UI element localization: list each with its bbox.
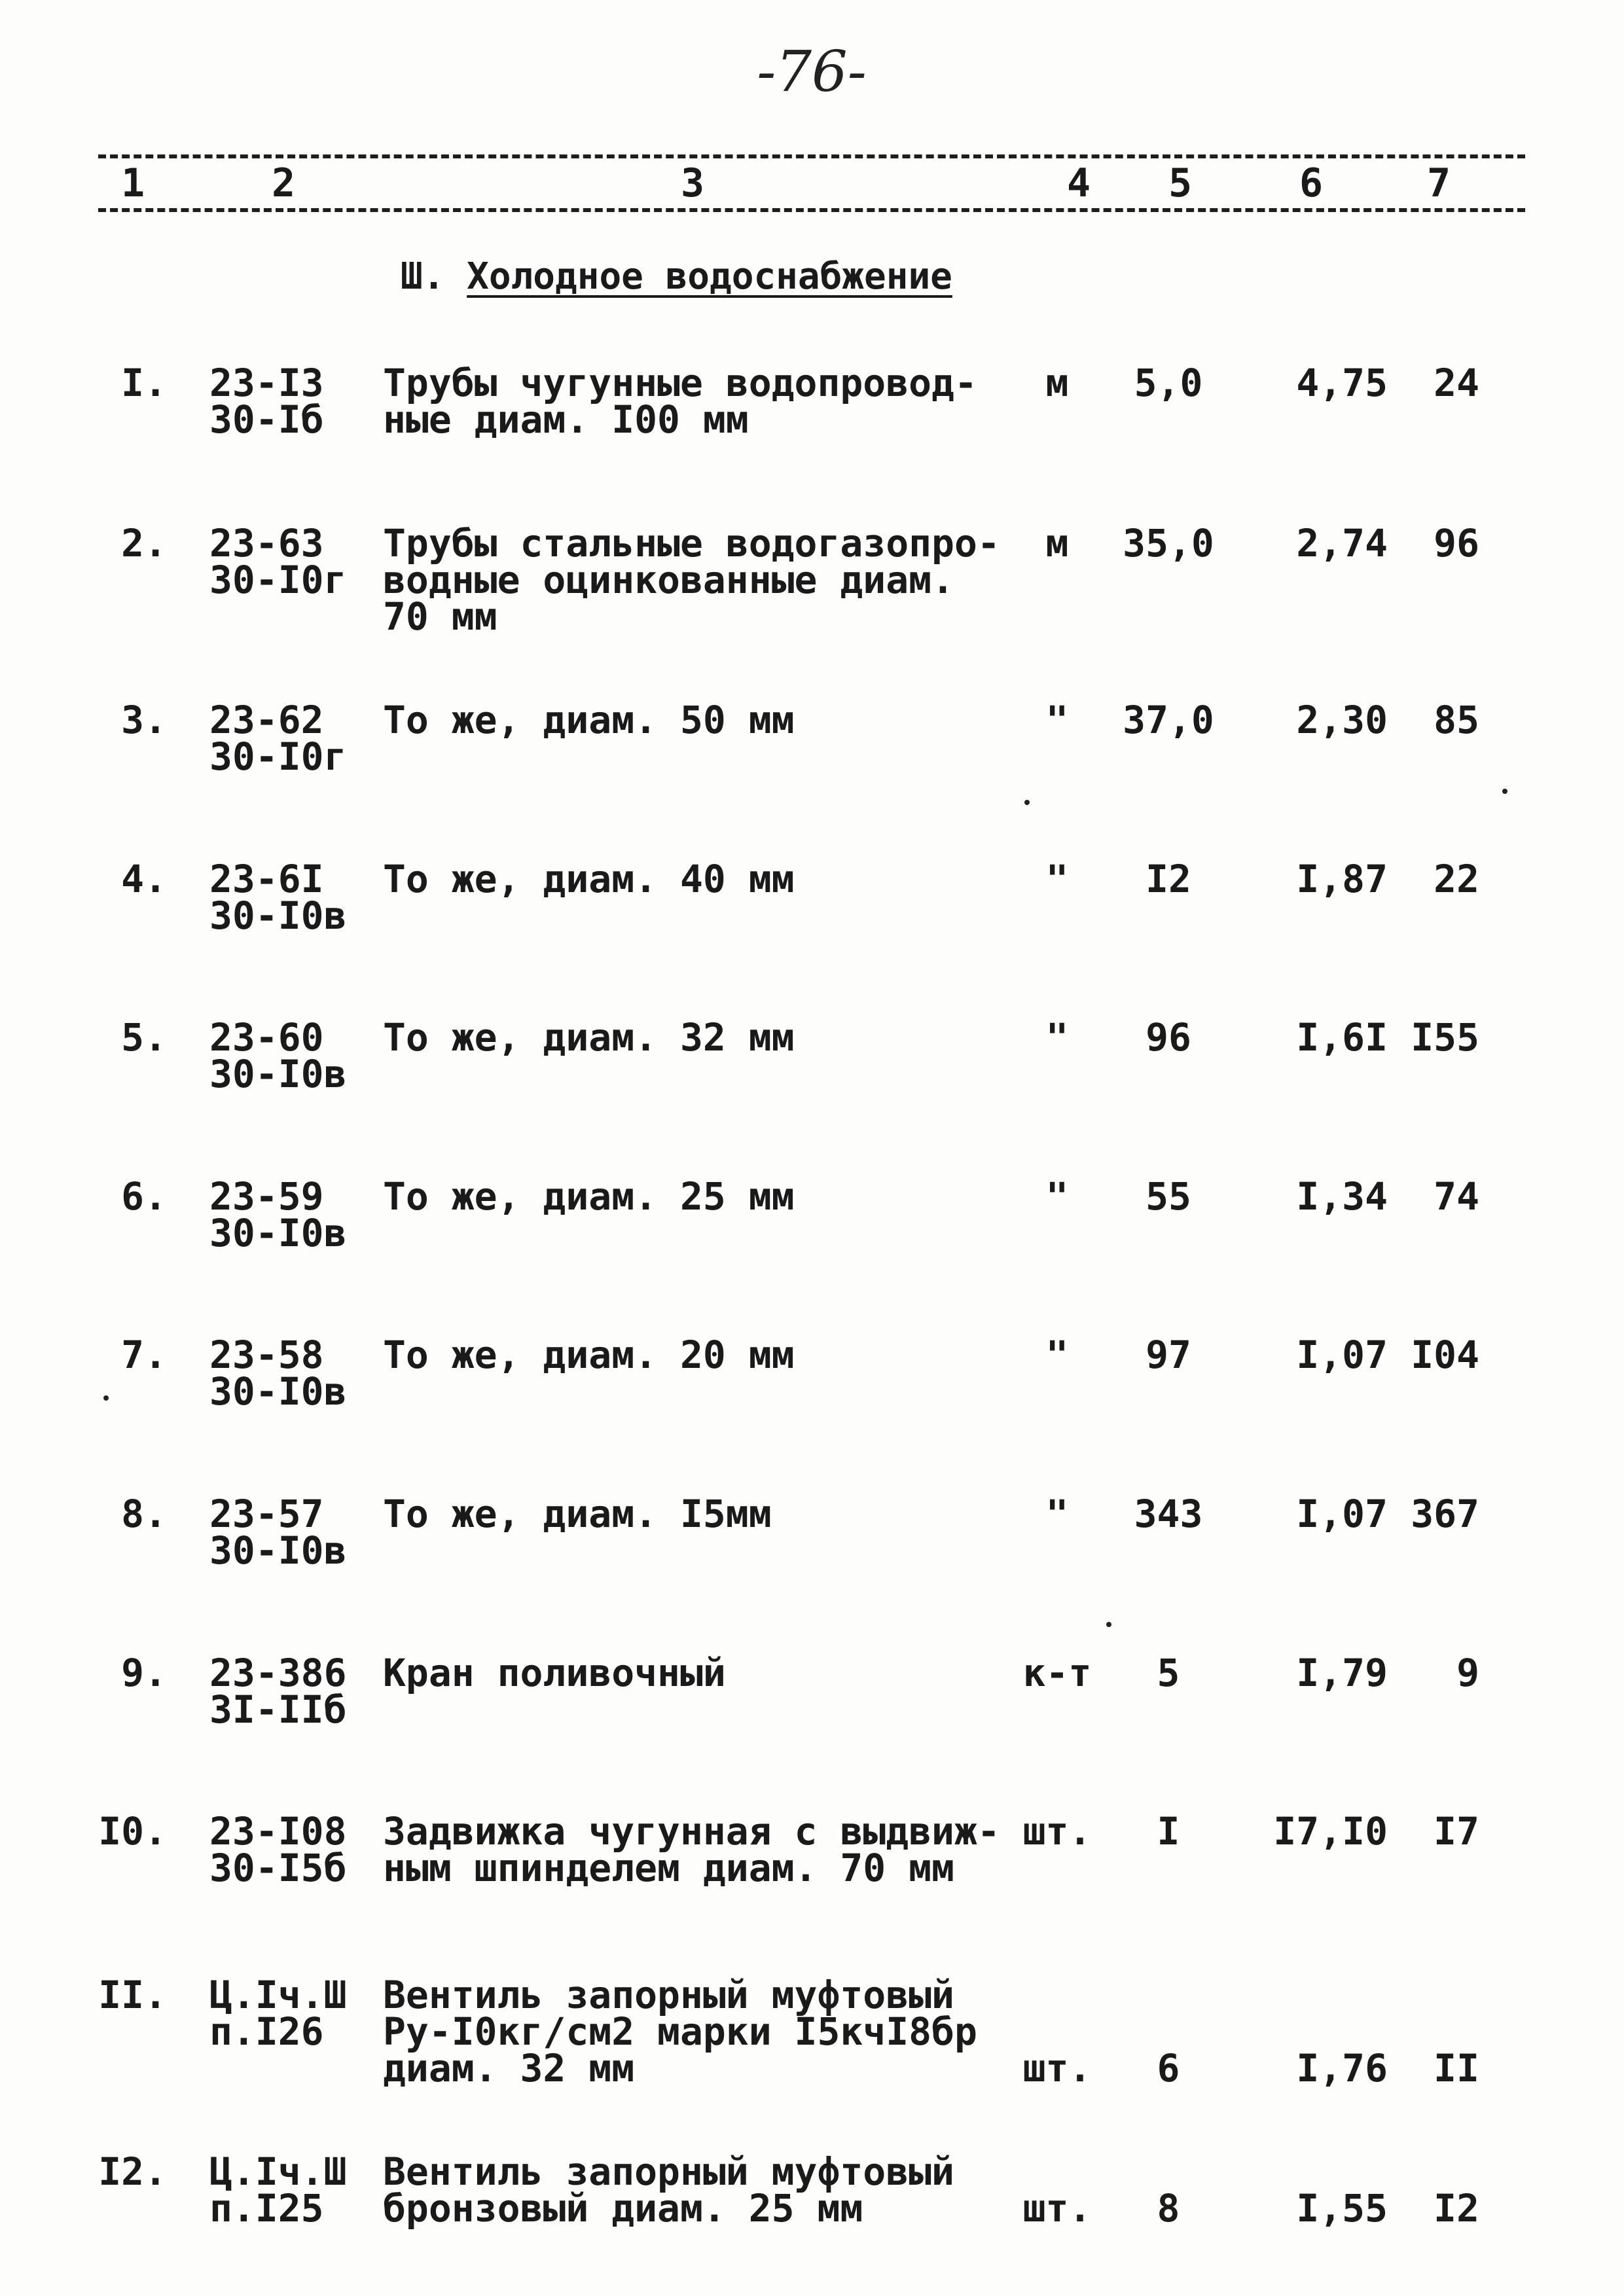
item-description: [383, 361, 977, 442]
section-number: Ш.: [401, 255, 445, 298]
rate-code-line: 23-57: [209, 1492, 324, 1536]
rate-code-line: 30-I0г: [209, 734, 347, 779]
rate-code: [209, 1174, 347, 1255]
description-line: Ру-I0кг/см2 марки I5кчI8бр: [383, 2009, 977, 2054]
unit-of-measure: ": [1045, 1492, 1069, 1536]
description-line: То же, диам. 50 мм: [383, 698, 795, 742]
unit-of-measure: шт.: [1022, 2046, 1092, 2090]
header-rule-bottom: [98, 208, 1525, 212]
unit-of-measure: м: [1045, 521, 1069, 565]
total-cost: 96: [1434, 521, 1479, 565]
unit-price: I,55: [1296, 2186, 1388, 2231]
row-number: 2.: [121, 521, 167, 565]
quantity: 5,0: [1134, 361, 1203, 405]
rate-code-line: 23-386: [209, 1651, 347, 1695]
item-description: [383, 1651, 726, 1695]
rate-code-line: 23-6I: [209, 857, 324, 901]
column-header-3: 3: [681, 160, 705, 206]
unit-price: I,07: [1296, 1333, 1388, 1377]
total-cost: 367: [1411, 1492, 1479, 1536]
total-cost: I55: [1411, 1015, 1479, 1060]
item-description: [383, 1333, 795, 1377]
row-number: I2.: [98, 2149, 167, 2194]
item-description: [383, 1809, 1000, 1890]
rate-code-line: Ц.Iч.Ш: [209, 1973, 347, 2017]
description-line: водные оцинкованные диам.: [383, 558, 954, 602]
unit-of-measure: шт.: [1022, 1809, 1092, 1854]
item-description: [383, 2149, 954, 2231]
column-header-2: 2: [272, 160, 296, 206]
rate-code-line: п.I26: [209, 2009, 324, 2054]
quantity: 96: [1146, 1015, 1191, 1060]
rate-code: [209, 361, 324, 442]
row-number: 5.: [121, 1015, 167, 1060]
rate-code-line: 30-Iб: [209, 397, 324, 442]
description-line: Вентиль запорный муфтовый: [383, 1973, 954, 2017]
description-line: 70 мм: [383, 594, 497, 639]
unit-of-measure: ": [1045, 857, 1069, 901]
column-header-1: 1: [121, 160, 145, 206]
unit-price: I,76: [1296, 2046, 1388, 2090]
rate-code-line: 30-I0в: [209, 1052, 347, 1096]
item-description: [383, 698, 795, 742]
section-title: [401, 255, 952, 298]
column-header-5: 5: [1168, 160, 1193, 206]
rate-code: [209, 521, 347, 602]
row-number: 8.: [121, 1492, 167, 1536]
total-cost: 9: [1456, 1651, 1479, 1695]
description-line: бронзовый диам. 25 мм: [383, 2186, 863, 2231]
rate-code-line: Ц.Iч.Ш: [209, 2149, 347, 2194]
rate-code-line: 23-62: [209, 698, 324, 742]
scan-speck: [103, 1395, 109, 1401]
description-line: То же, диам. 20 мм: [383, 1333, 795, 1377]
description-line: ные диам. I00 мм: [383, 397, 749, 442]
rate-code-line: 30-I5б: [209, 1846, 347, 1890]
description-line: То же, диам. 40 мм: [383, 857, 795, 901]
description-line: То же, диам. 25 мм: [383, 1174, 795, 1219]
unit-of-measure: к-т: [1022, 1651, 1092, 1695]
header-rule-top: [98, 154, 1525, 158]
rate-code-line: 23-63: [209, 521, 324, 565]
quantity: 8: [1157, 2186, 1180, 2231]
description-line: Задвижка чугунная с выдвиж-: [383, 1809, 1000, 1854]
rate-code: [209, 1809, 347, 1890]
scan-speck: [1024, 800, 1030, 805]
quantity: 5: [1157, 1651, 1180, 1695]
description-line: диам. 32 мм: [383, 2046, 635, 2090]
column-header-4: 4: [1067, 160, 1091, 206]
row-number: 4.: [121, 857, 167, 901]
column-header-7: 7: [1427, 160, 1451, 206]
total-cost: 22: [1434, 857, 1479, 901]
unit-of-measure: шт.: [1022, 2186, 1092, 2231]
quantity: 35,0: [1123, 521, 1214, 565]
rate-code-line: 3I-IIб: [209, 1687, 347, 1732]
row-number: 9.: [121, 1651, 167, 1695]
quantity: 97: [1146, 1333, 1191, 1377]
row-number: 6.: [121, 1174, 167, 1219]
row-number: 3.: [121, 698, 167, 742]
description-line: ным шпинделем диам. 70 мм: [383, 1846, 954, 1890]
quantity: 343: [1134, 1492, 1203, 1536]
rate-code: [209, 1333, 347, 1414]
unit-of-measure: ": [1045, 1333, 1069, 1377]
description-line: Трубы чугунные водопровод-: [383, 361, 977, 405]
unit-price: I,07: [1296, 1492, 1388, 1536]
description-line: Трубы стальные водогазопро-: [383, 521, 1000, 565]
item-description: [383, 1973, 977, 2090]
rate-code-line: 30-I0в: [209, 1211, 347, 1255]
rate-code-line: 30-I0в: [209, 893, 347, 938]
row-number: II.: [98, 1973, 167, 2017]
rate-code: [209, 698, 347, 779]
total-cost: II: [1434, 2046, 1479, 2090]
rate-code: [209, 857, 347, 938]
unit-of-measure: ": [1045, 1015, 1069, 1060]
total-cost: 85: [1434, 698, 1479, 742]
description-line: Кран поливочный: [383, 1651, 726, 1695]
rate-code-line: 23-I08: [209, 1809, 347, 1854]
description-line: То же, диам. I5мм: [383, 1492, 772, 1536]
total-cost: 74: [1434, 1174, 1479, 1219]
unit-of-measure: м: [1045, 361, 1069, 405]
rate-code-line: 23-59: [209, 1174, 324, 1219]
rate-code-line: 23-58: [209, 1333, 324, 1377]
scan-speck: [1106, 1622, 1111, 1627]
total-cost: I7: [1434, 1809, 1479, 1854]
item-description: [383, 1174, 795, 1219]
rate-code: [209, 1973, 347, 2054]
column-header-6: 6: [1299, 160, 1324, 206]
rate-code: [209, 1492, 347, 1573]
item-description: [383, 857, 795, 901]
scan-speck: [1502, 789, 1507, 794]
unit-of-measure: ": [1045, 1174, 1069, 1219]
rate-code: [209, 1651, 347, 1732]
row-number: I0.: [98, 1809, 167, 1854]
total-cost: I2: [1434, 2186, 1479, 2231]
rate-code-line: 23-I3: [209, 361, 324, 405]
total-cost: I04: [1411, 1333, 1479, 1377]
rate-code-line: 30-I0в: [209, 1528, 347, 1573]
quantity: I: [1157, 1809, 1180, 1854]
page-number: -76-: [757, 39, 867, 105]
rate-code: [209, 2149, 347, 2231]
unit-price: I,87: [1296, 857, 1388, 901]
row-number: I.: [121, 361, 167, 405]
rate-code-line: 30-I0в: [209, 1369, 347, 1414]
rate-code: [209, 1015, 347, 1096]
unit-price: I7,I0: [1273, 1809, 1388, 1854]
unit-price: I,79: [1296, 1651, 1388, 1695]
item-description: [383, 1492, 772, 1536]
section-title-text: Холодное водоснабжение: [467, 255, 952, 298]
unit-of-measure: ": [1045, 698, 1069, 742]
row-number: 7.: [121, 1333, 167, 1377]
unit-price: I,34: [1296, 1174, 1388, 1219]
unit-price: I,6I: [1296, 1015, 1388, 1060]
unit-price: 2,74: [1296, 521, 1388, 565]
rate-code-line: 23-60: [209, 1015, 324, 1060]
quantity: I2: [1146, 857, 1191, 901]
quantity: 55: [1146, 1174, 1191, 1219]
item-description: [383, 1015, 795, 1060]
description-line: То же, диам. 32 мм: [383, 1015, 795, 1060]
rate-code-line: п.I25: [209, 2186, 324, 2231]
description-line: Вентиль запорный муфтовый: [383, 2149, 954, 2194]
unit-price: 2,30: [1296, 698, 1388, 742]
quantity: 6: [1157, 2046, 1180, 2090]
rate-code-line: 30-I0г: [209, 558, 347, 602]
total-cost: 24: [1434, 361, 1479, 405]
item-description: [383, 521, 1000, 639]
unit-price: 4,75: [1296, 361, 1388, 405]
quantity: 37,0: [1123, 698, 1214, 742]
